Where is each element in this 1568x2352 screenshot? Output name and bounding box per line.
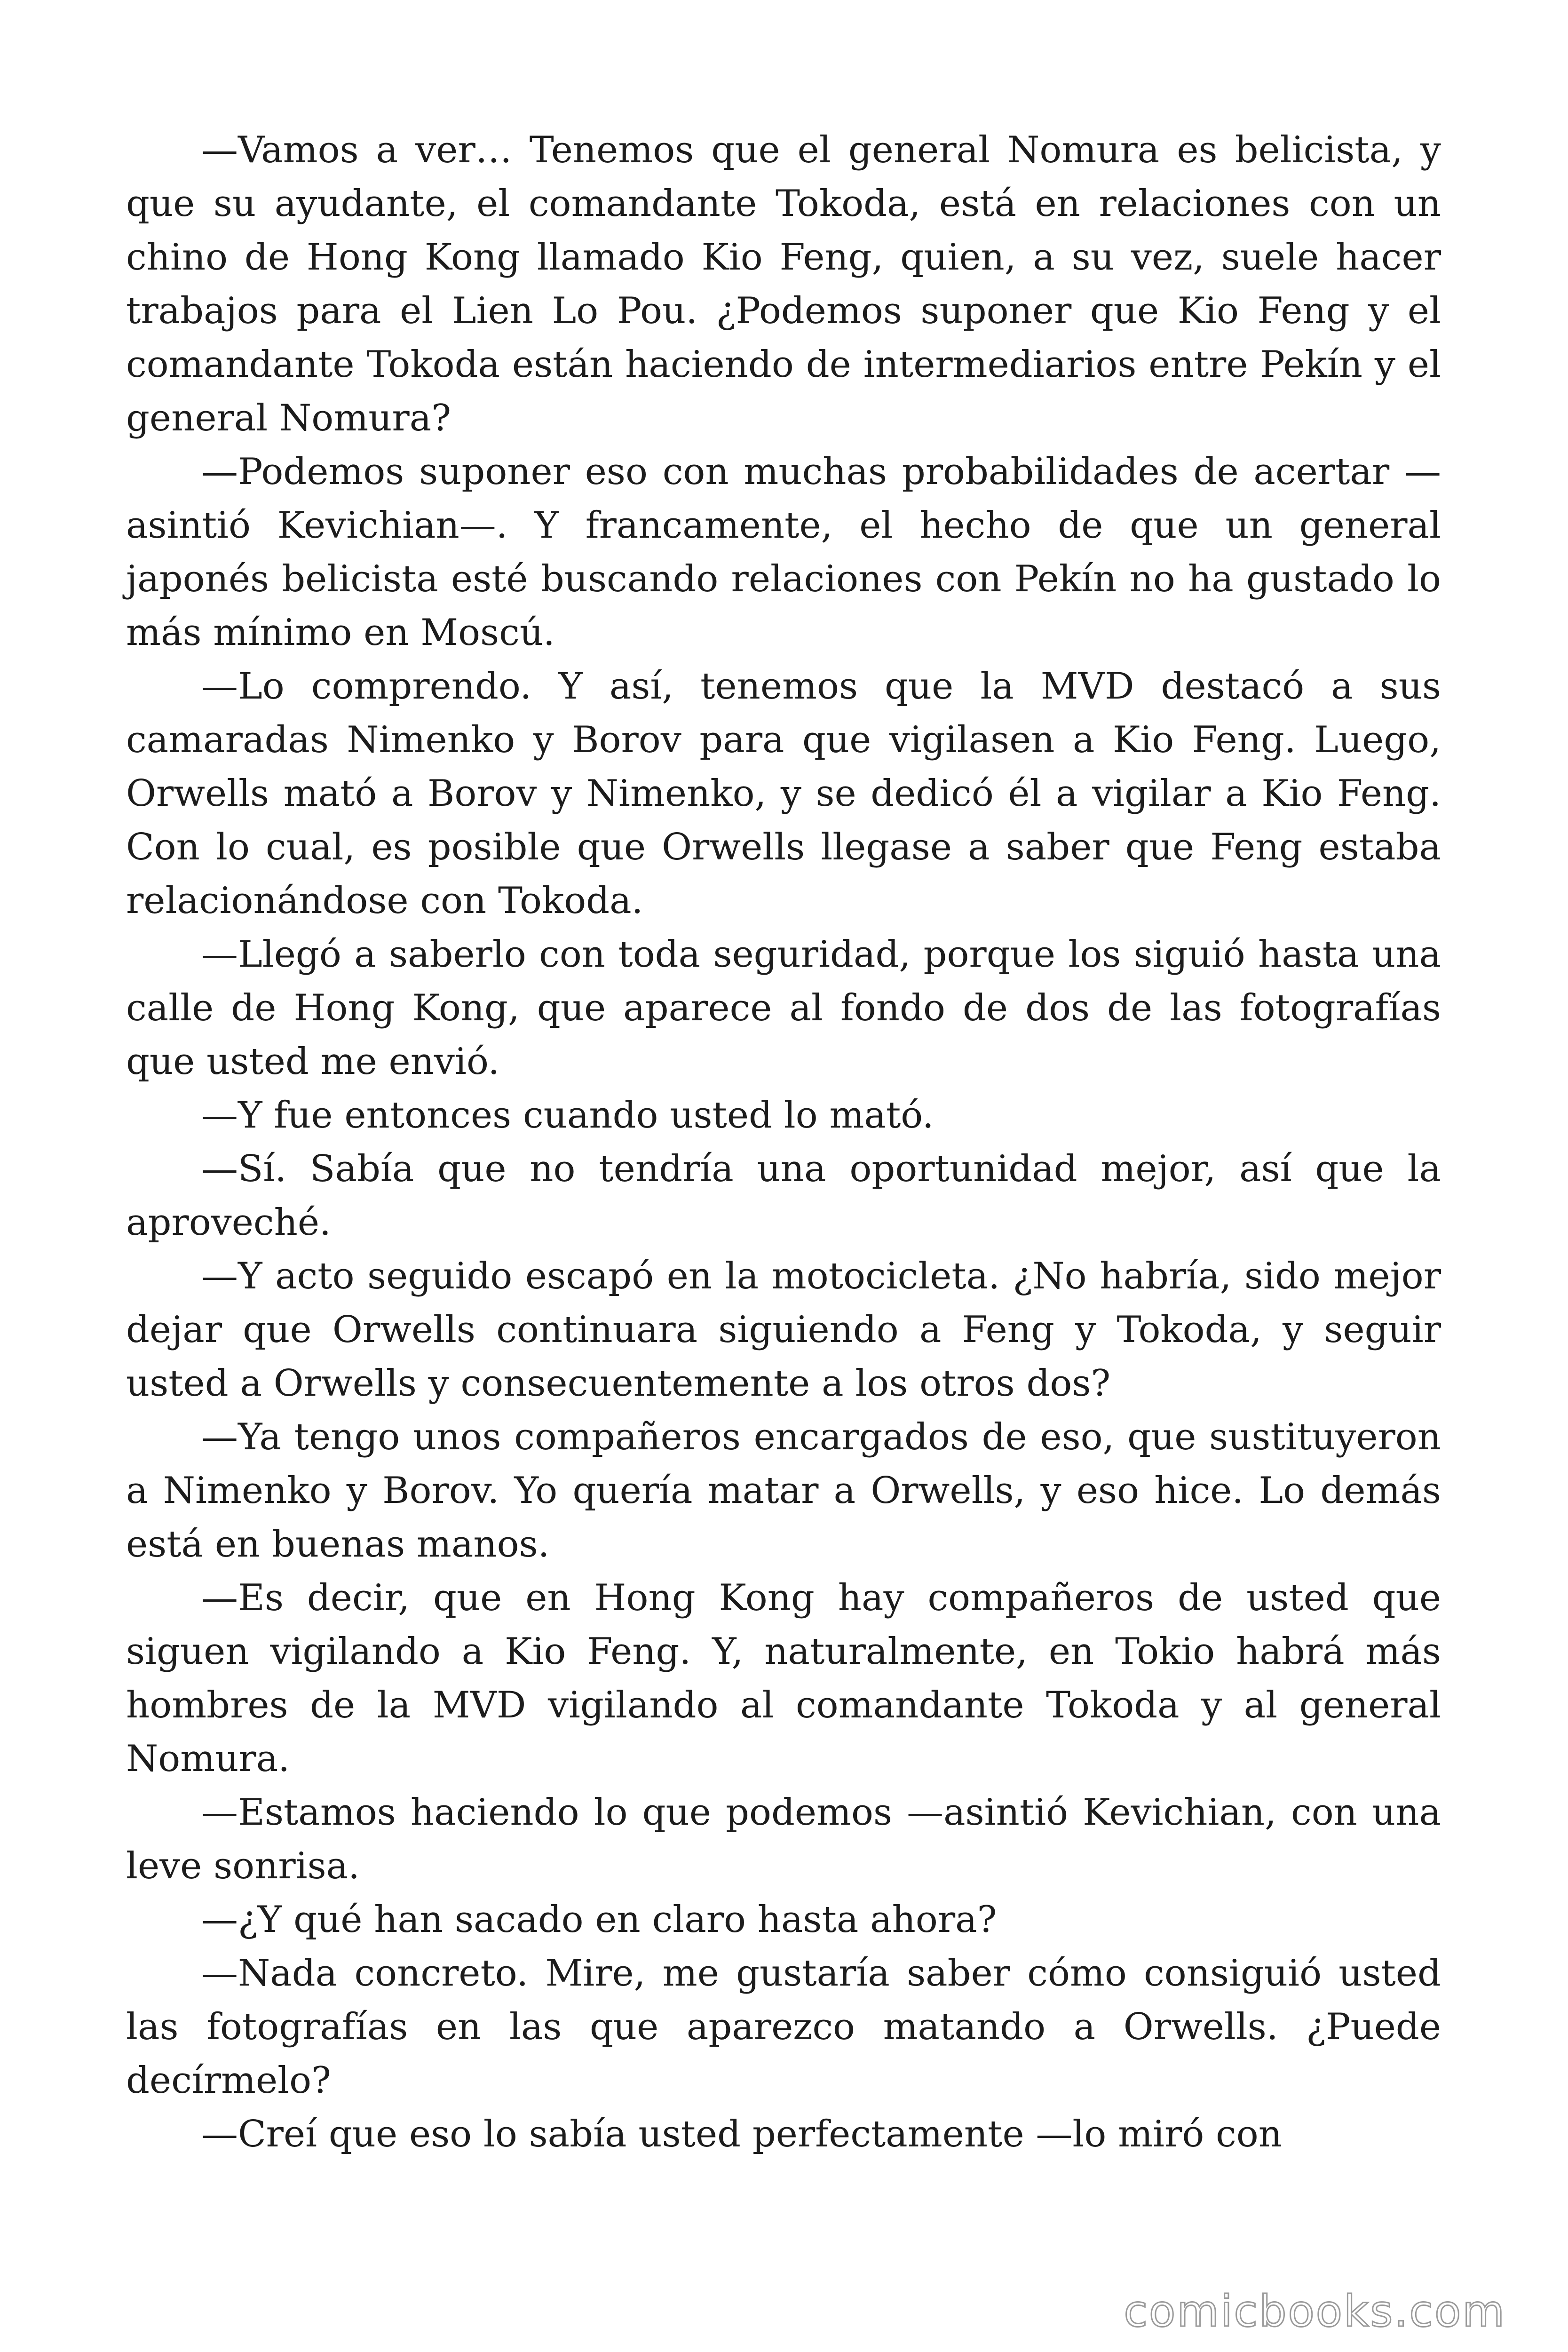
page-body-text <box>126 123 1441 2161</box>
paragraph: —Estamos haciendo lo que podemos —asintió Kevichian, con una leve sonrisa. <box>126 1791 1441 1887</box>
paragraph: —Ya tengo unos compañeros encargados de eso, que sustituyeron a Nimenko y Borov. Yo quería matar a Orwells, y eso hice. Lo demás está en buenas manos. <box>126 1416 1441 1565</box>
paragraph: —Vamos a ver… Tenemos que el general Nomura es belicista, y que su ayudante, el comandante Tokoda, está en relaciones con un chino de Hong Kong llamado Kio Feng, quien, a su vez, suele hacer trabajos para el Lien Lo Pou. ¿Podemos suponer que Kio Feng y el comandante Tokoda están haciendo de intermediarios entre Pekín y el general Nomura? <box>126 129 1441 439</box>
paragraph: —Nada concreto. Mire, me gustaría saber cómo consiguió usted las fotografías en las que aparezco matando a Orwells. ¿Puede decírmelo? <box>126 1952 1441 2102</box>
paragraph: —Y fue entonces cuando usted lo mató. <box>201 1094 934 1136</box>
paragraph: —Es decir, que en Hong Kong hay compañeros de usted que siguen vigilando a Kio Feng. Y, naturalmente, en Tokio habrá más hombres de la MVD vigilando al comandante Tokoda y al general Nomura. <box>126 1577 1441 1780</box>
paragraph: —Creí que eso lo sabía usted perfectamente —lo miró con <box>201 2113 1282 2155</box>
paragraph: —Podemos suponer eso con muchas probabilidades de acertar —asintió Kevichian—. Y francamente, el hecho de que un general japonés belicista esté buscando relaciones con Pekín no ha gustado lo más mínimo en Moscú. <box>126 451 1441 654</box>
paragraph: —¿Y qué han sacado en claro hasta ahora? <box>201 1899 997 1941</box>
paragraph: —Sí. Sabía que no tendría una oportunidad mejor, así que la aproveché. <box>126 1148 1441 1244</box>
paragraph: —Lo comprendo. Y así, tenemos que la MVD destacó a sus camaradas Nimenko y Borov para que vigilasen a Kio Feng. Luego, Orwells mató a Borov y Nimenko, y se dedicó él a vigilar a Kio Feng. Con lo cual, es posible que Orwells llegase a saber que Feng estaba relacionándose con Tokoda. <box>126 665 1441 922</box>
paragraph: —Y acto seguido escapó en la motocicleta. ¿No habría, sido mejor dejar que Orwells continuara siguiendo a Feng y Tokoda, y seguir usted a Orwells y consecuentemente a los otros dos? <box>126 1255 1441 1405</box>
watermark: comicbooks.com <box>1124 2286 1506 2336</box>
paragraph: —Llegó a saberlo con toda seguridad, porque los siguió hasta una calle de Hong Kong, que aparece al fondo de dos de las fotografías que usted me envió. <box>126 933 1441 1083</box>
